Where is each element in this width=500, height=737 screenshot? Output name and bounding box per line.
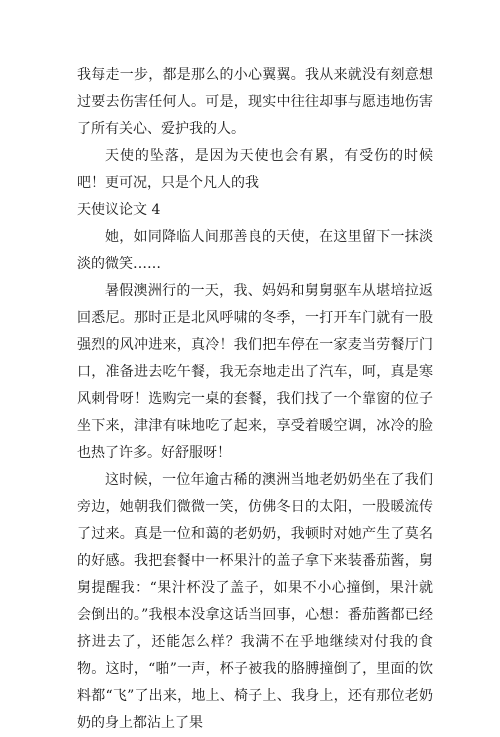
paragraph-4: 暑假澳洲行的一天，我、妈妈和舅舅驱车从堪培拉返回悉尼。那时正是北风呼啸的冬季，一打开车门就有一股强烈的风冲进来，真冷！我们把车停在一家麦当劳餐厅门口，准备进去吃午餐，我无奈地走出了汽车，呵，真是寒风刺骨呀！选购完一桌的套餐，我们找了一个靠窗的位子坐下来，津津有味地吃了起来，享受着暖空调，冰冷的脸也热了许多。好舒服呀！	[77, 283, 433, 461]
paragraph-2: 天使的坠落，是因为天使也会有累，有受伤的时候吧！更可况，只是个凡人的我	[77, 148, 433, 191]
paragraph-1: 我每走一步，都是那么的小心翼翼。我从来就没有刻意想过要去伤害任何人。可是，现实中往往却事与愿违地伤害了所有关心、爱护我的人。	[77, 67, 433, 137]
document-body	[77, 62, 433, 737]
paragraph-3: 她，如同降临人间那善良的天使，在这里留下一抹淡淡的微笑……	[77, 229, 433, 272]
section-heading: 天使议论文 4	[77, 202, 161, 218]
paragraph-5: 这时候，一位年逾古稀的澳洲当地老奶奶坐在了我们旁边，她朝我们微微一笑，仿佛冬日的太阳，一股暖流传了过来。真是一位和蔼的老奶奶，我顿时对她产生了莫名的好感。我把套餐中一杯果汁的盖子拿下来装番茄酱，舅舅提醒我：“果汁杯没了盖子，如果不小心撞倒，果汁就会倒出的。”我根本没拿这话当回事，心想：番茄酱都已经挤进去了，还能怎么样？我满不在乎地继续对付我的食物。这时，“啪”一声，杯子被我的胳膊撞倒了，里面的饮料都“飞”了出来，地上、椅子上、我身上，还有那位老奶奶的身上都沾上了果	[77, 472, 433, 731]
